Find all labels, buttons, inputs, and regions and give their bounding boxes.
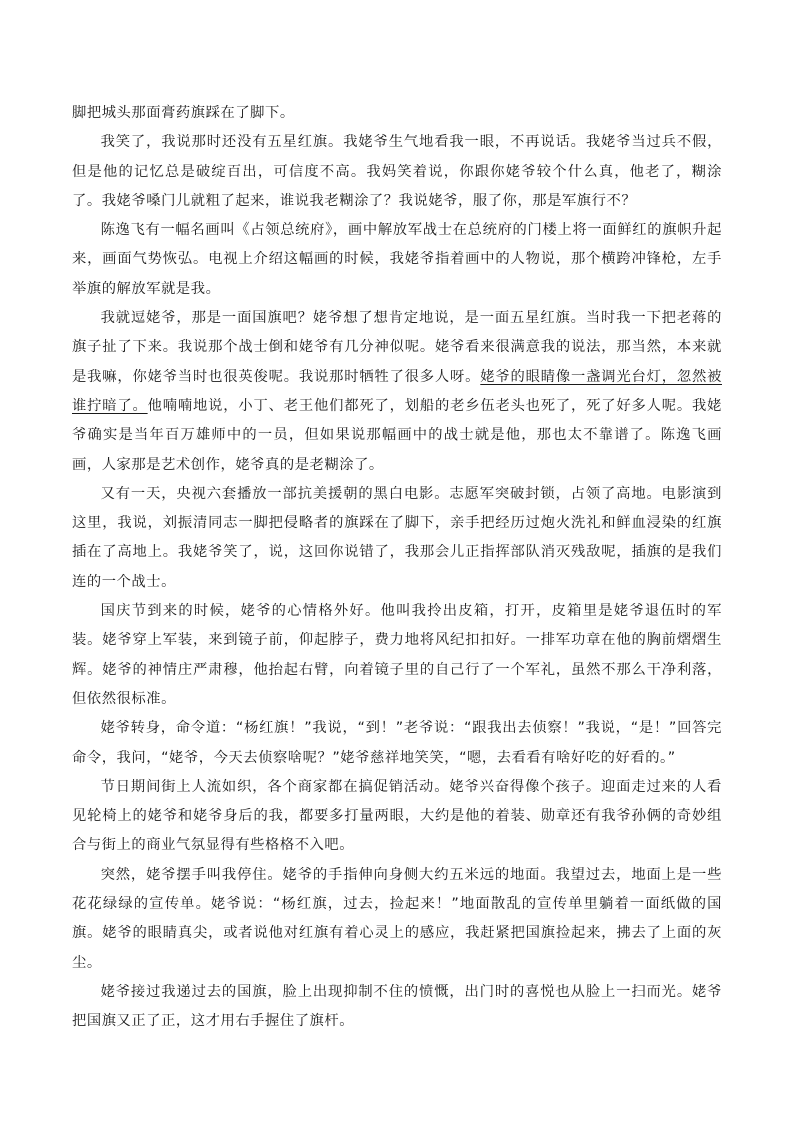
paragraph-painting: 陈逸飞有一幅名画叫《占领总统府》，画中解放军战士在总统府的门楼上将一面鲜红的旗帜升起来，画面气势恢弘。电视上介绍这幅画的时候，我姥爷指着画中的人物说，那个横跨冲锋枪，左手举旗的解放军就是我。 bbox=[72, 222, 722, 297]
document-page bbox=[72, 99, 722, 1037]
paragraph-military-flag: 我笑了，我说那时还没有五星红旗。我姥爷生气地看我一眼，不再说话。我姥爷当过兵不假，但是他的记忆总是破绽百出，可信度不高。我妈笑着说，你跟你姥爷较个什么真，他老了，糊涂了。我姥爷嗓门儿就粗了起来，谁说我老糊涂了？我说姥爷，服了你，那是军旗行不？ bbox=[72, 134, 722, 209]
paragraph-text-before: 我就逗姥爷，那是一面国旗吧？姥爷想了想肯定地说，是一面五星红旗。当时我一下把老蒋的旗子扯了下来。我说那个战士倒和姥爷有几分神似呢。姥爷看来很满意我的说法，那当然，本来就是我嘛，你姥爷当时也很英俊呢。我说那时牺牲了很多人呀。 bbox=[72, 310, 722, 385]
paragraph-national-day: 国庆节到来的时候，姥爷的心情格外好。他叫我拎出皮箱，打开，皮箱里是姥爷退伍时的军装。姥爷穿上军装，来到镜子前，仰起脖子，费力地将风纪扣扣好。一排军功章在他的胸前熠熠生辉。姥爷的神情庄严肃穆，他抬起右臂，向着镜子里的自己行了一个军礼，虽然不那么干净利落，但依然很标准。 bbox=[72, 603, 722, 707]
paragraph-command: 姥爷转身，命令道：“杨红旗！”我说，“到！”老爷说：“跟我出去侦察！”我说，“是！”回答完命令，我问，“姥爷，今天去侦察啥呢？”姥爷慈祥地笑笑，“嗯，去看看有啥好吃的好看的。” bbox=[72, 720, 722, 766]
paragraph-paper-flag: 突然，姥爷摆手叫我停住。姥爷的手指伸向身侧大约五米远的地面。我望过去，地面上是一些花花绿绿的宣传单。姥爷说：“杨红旗，过去，捡起来！”地面散乱的宣传单里躺着一面纸做的国旗。姥爷的眼睛真尖，或者说他对红旗有着心灵上的感应，我赶紧把国旗捡起来，拂去了上面的灰尘。 bbox=[72, 866, 722, 971]
underlined-sentence: 姥爷的眼睛像一盏调光台灯，忽然被谁拧暗了。 bbox=[72, 368, 722, 414]
paragraph-national-flag bbox=[72, 304, 722, 480]
paragraph-flagpole: 姥爷接过我递过去的国旗，脸上出现抑制不住的愤慨，出门时的喜悦也从脸上一扫而光。姥爷把国旗又正了正，这才用右手握住了旗杆。 bbox=[72, 983, 722, 1030]
paragraph-text-after: 他喃喃地说，小丁、老王他们都死了，划船的老乡伍老头也死了，死了好多人呢。我姥爷确实是当年百万雄师中的一员，但如果说那幅画中的战士就是他，那也太不靠谱了。陈逸飞画画，人家那是艺术创作，姥爷真的是老糊涂了。 bbox=[72, 397, 723, 473]
paragraph-movie: 又有一天，央视六套播放一部抗美援朝的黑白电影。志愿军突破封锁，占领了高地。电影演到这里，我说，刘振清同志一脚把侵略者的旗踩在了脚下，亲手把经历过炮火洗礼和鲜血浸染的红旗插在了高地上。我姥爷笑了，说，这回你说错了，我那会儿正指挥部队消灭残敌呢，插旗的是我们连的一个战士。 bbox=[72, 485, 722, 590]
paragraph-street: 节日期间街上人流如织，各个商家都在搞促销活动。姥爷兴奋得像个孩子。迎面走过来的人看见轮椅上的姥爷和姥爷身后的我，都要多打量两眼，大约是他的着装、勋章还有我爷孙俩的奇妙组合与街上的商业气氛显得有些格格不入吧。 bbox=[72, 778, 722, 854]
paragraph-continued: 脚把城头那面膏药旗踩在了脚下。 bbox=[72, 105, 295, 121]
